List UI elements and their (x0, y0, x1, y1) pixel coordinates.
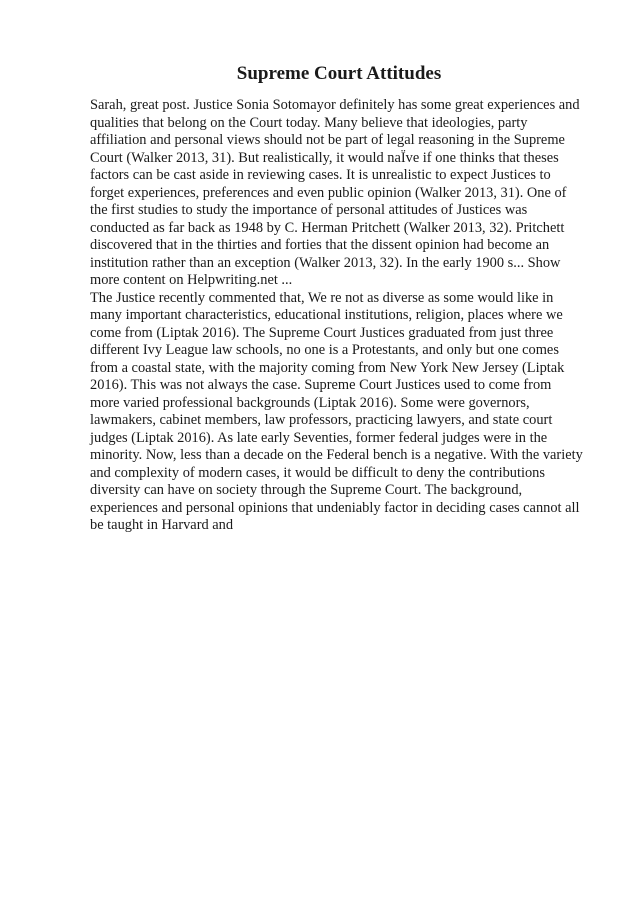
body-line: minority. Now, less than a decade on the Federal bench is a negative. With the variety (90, 447, 583, 463)
body-line: Sarah, great post. Justice Sonia Sotomayor definitely has some great experiences and (90, 97, 580, 113)
body-line: factors can be cast aside in reviewing cases. It is unrealistic to expect Justices to (90, 167, 551, 183)
body-line: be taught in Harvard and (90, 517, 234, 533)
body-line: Court (Walker 2013, 31). But realistically, it would naÏve if one thinks that theses (90, 149, 559, 166)
body-line: institution rather than an exception (Walker 2013, 32). In the early 1900 s... Show (90, 254, 561, 271)
body-line: different Ivy League law schools, no one is a Protestants, and only but one comes (90, 342, 559, 358)
body-line: 2016). This was not always the case. Supreme Court Justices used to come from (90, 377, 552, 393)
body-line: conducted as far back as 1948 by C. Herman Pritchett (Walker 2013, 32). Pritchett (90, 219, 565, 236)
body-line: diversity can have on society through the Supreme Court. The background, (90, 482, 523, 498)
document-title: Supreme Court Attitudes (236, 63, 442, 84)
body-line: more content on Helpwriting.net ... (90, 272, 293, 288)
body-line: affiliation and personal views should not be part of legal reasoning in the Supreme (90, 132, 565, 148)
body-line: experiences and personal opinions that undeniably factor in deciding cases cannot all (90, 499, 580, 516)
body-line: forget experiences, preferences and even public opinion (Walker 2013, 31). One of (90, 184, 567, 201)
body-line: many important characteristics, educational institutions, religion, places where we (90, 307, 563, 323)
body-line: come from (Liptak 2016). The Supreme Court Justices graduated from just three (90, 324, 554, 341)
body-line: judges (Liptak 2016). As late early Seventies, former federal judges were in the (90, 429, 548, 446)
body-line: the first studies to study the importance of personal attitudes of Justices was (90, 202, 528, 218)
body-line: The Justice recently commented that, We re not as diverse as some would like in (90, 289, 554, 306)
body-line: from a coastal state, with the majority coming from New York New Jersey (Liptak (90, 359, 565, 376)
body-line: lawmakers, cabinet members, law professors, practicing lawyers, and state court (90, 412, 553, 428)
body-line: qualities that belong on the Court today. Many believe that ideologies, party (90, 114, 528, 131)
document-body (90, 97, 600, 535)
body-line: discovered that in the thirties and forties that the dissent opinion had become an (90, 237, 550, 253)
body-line: more varied professional backgrounds (Liptak 2016). Some were governors, (90, 394, 530, 411)
body-line: and complexity of modern cases, it would be difficult to deny the contributions (90, 464, 545, 481)
